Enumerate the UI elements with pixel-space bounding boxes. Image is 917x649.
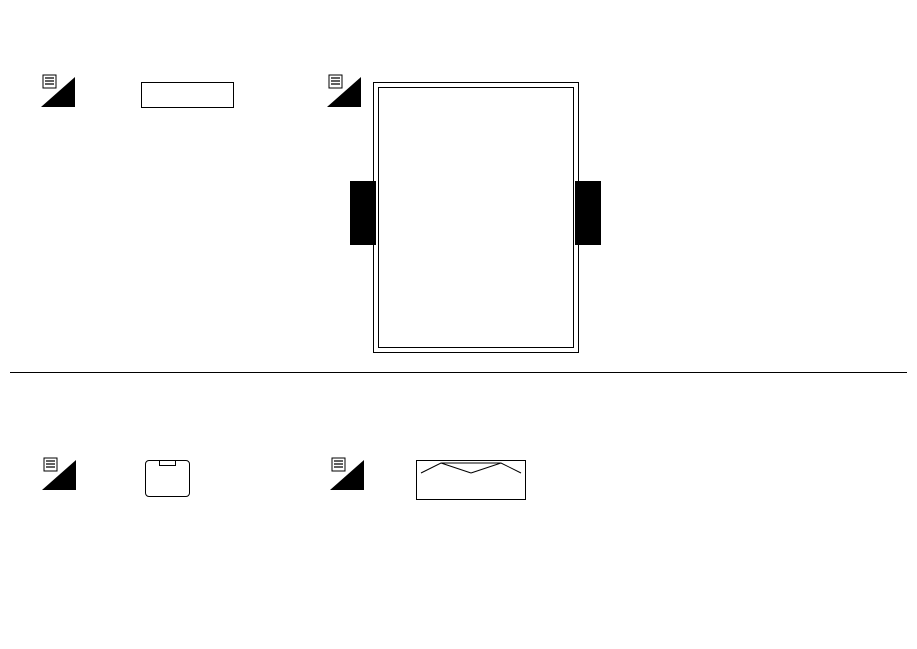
b69-latch-right (575, 181, 601, 245)
hs-harness-icon (41, 73, 75, 107)
b73-connector-face (145, 460, 190, 497)
b51-connector-face (141, 82, 234, 108)
b69-connector-face (373, 82, 579, 353)
hs-harness-icon (42, 456, 76, 490)
b75-connector-face (416, 460, 526, 500)
section-divider (10, 372, 907, 373)
b69-latch-left (350, 181, 376, 245)
hs-harness-icon (327, 73, 361, 107)
hs-harness-icon (330, 456, 364, 490)
